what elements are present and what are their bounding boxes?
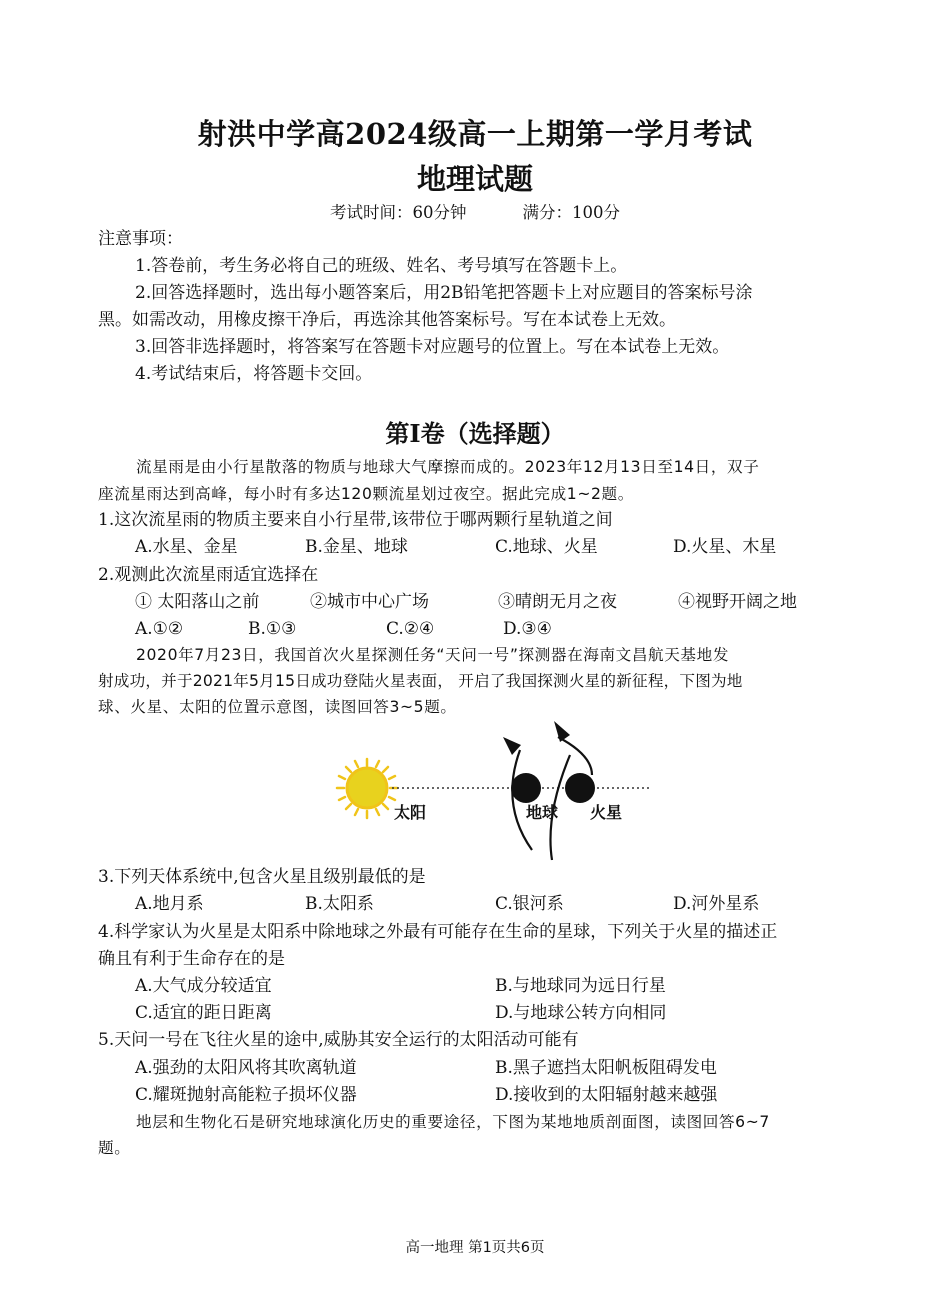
- question-4-option-b: B.与地球同为远日行星: [495, 976, 666, 996]
- question-3-option-a: A.地月系: [135, 894, 204, 914]
- exam-meta: [0, 199, 950, 223]
- passage-1-line-2: 座流星雨达到高峰，每小时有多达120颗流星划过夜空。据此完成1~2题。: [98, 485, 634, 503]
- question-1-option-b: B.金星、地球: [305, 537, 408, 557]
- section-title: 第I卷（选择题）: [385, 419, 565, 448]
- notice-item-2-cont: 黑。如需改动，用橡皮擦干净后，再选涂其他答案标号。写在本试卷上无效。: [98, 310, 676, 330]
- question-4-option-c: C.适宜的距日距离: [135, 1003, 272, 1023]
- mars-icon: [565, 773, 595, 803]
- question-4-stem-line-2: 确且有利于生命存在的是: [98, 949, 285, 969]
- mars-label: 火星: [590, 803, 623, 822]
- question-4-option-a: A.大气成分较适宜: [135, 976, 272, 996]
- question-2-statement-1: ① 太阳落山之前: [135, 592, 260, 612]
- question-5-stem: 5.天问一号在飞往火星的途中,威胁其安全运行的太阳活动可能有: [98, 1030, 579, 1050]
- passage-1-line-1: 流星雨是由小行星散落的物质与地球大气摩擦而成的。2023年12月13日至14日，双子: [136, 458, 760, 476]
- notice-heading: 注意事项：: [98, 229, 183, 249]
- question-2-option-c: C.②④: [386, 619, 435, 639]
- earth-icon: [511, 773, 541, 803]
- question-5-option-a: A.强劲的太阳风将其吹离轨道: [135, 1058, 357, 1078]
- passage-2-line-2: 射成功，并于2021年5月15日成功登陆火星表面， 开启了我国探测火星的新征程，下图为地: [98, 672, 743, 690]
- page-footer: 高一地理 第1页共6页: [405, 1240, 545, 1256]
- passage-2-line-3: 球、火星、太阳的位置示意图，读图回答3~5题。: [98, 698, 457, 716]
- question-2-stem: 2.观测此次流星雨适宜选择在: [98, 565, 319, 585]
- question-1-option-a: A.水星、金星: [135, 537, 238, 557]
- question-5-option-b: B.黑子遮挡太阳帆板阻碍发电: [495, 1058, 717, 1078]
- question-2-statement-2: ②城市中心广场: [310, 592, 429, 612]
- sun-label: 太阳: [394, 803, 427, 822]
- question-4-stem-line-1: 4.科学家认为火星是太阳系中除地球之外最有可能存在生命的星球，下列关于火星的描述正: [98, 922, 778, 942]
- question-1-stem: 1.这次流星雨的物质主要来自小行星带,该带位于哪两颗行星轨道之间: [98, 510, 613, 530]
- exam-title: 射洪中学高2024级高一上期第一学月考试: [197, 117, 753, 151]
- notice-item-2: 2.回答选择题时，选出每小题答案后，用2B铅笔把答题卡上对应题目的答案标号涂: [135, 283, 753, 303]
- sun-earth-mars-diagram: [330, 715, 670, 865]
- question-1-option-c: C.地球、火星: [495, 537, 598, 557]
- exam-time: 考试时间：60分钟: [330, 203, 467, 222]
- question-2-statement-3: ③晴朗无月之夜: [498, 592, 617, 612]
- question-2-statement-4: ④视野开阔之地: [678, 592, 797, 612]
- question-3-stem: 3.下列天体系统中,包含火星且级别最低的是: [98, 867, 426, 887]
- passage-3-line-1: 地层和生物化石是研究地球演化历史的重要途径，下图为某地地质剖面图，读图回答6~7: [136, 1113, 770, 1131]
- question-1-option-d: D.火星、木星: [673, 537, 777, 557]
- question-5-option-d: D.接收到的太阳辐射越来越强: [495, 1085, 718, 1105]
- mars-orbit-arc-upper: [558, 737, 592, 775]
- notice-item-3: 3.回答非选择题时，将答案写在答题卡对应题号的位置上。写在本试卷上无效。: [135, 337, 730, 357]
- question-2-option-b: B.①③: [248, 619, 297, 639]
- notice-item-4: 4.考试结束后，将答题卡交回。: [135, 364, 373, 384]
- sun-icon: [347, 768, 387, 808]
- full-score: 满分：100分: [522, 203, 620, 222]
- subject-title: 地理试题: [416, 162, 533, 196]
- diagram-svg: [330, 715, 670, 865]
- question-4-option-d: D.与地球公转方向相同: [495, 1003, 667, 1023]
- notice-item-1: 1.答卷前，考生务必将自己的班级、姓名、考号填写在答题卡上。: [135, 256, 628, 276]
- question-2-option-a: A.①②: [135, 619, 184, 639]
- question-3-option-c: C.银河系: [495, 894, 564, 914]
- question-3-option-d: D.河外星系: [673, 894, 760, 914]
- question-3-option-b: B.太阳系: [305, 894, 374, 914]
- question-2-option-d: D.③④: [503, 619, 552, 639]
- earth-label: 地球: [526, 803, 559, 822]
- question-5-option-c: C.耀斑抛射高能粒子损坏仪器: [135, 1085, 357, 1105]
- passage-3-line-2: 题。: [98, 1139, 131, 1157]
- passage-2-line-1: 2020年7月23日，我国首次火星探测任务“天问一号”探测器在海南文昌航天基地发: [136, 646, 730, 664]
